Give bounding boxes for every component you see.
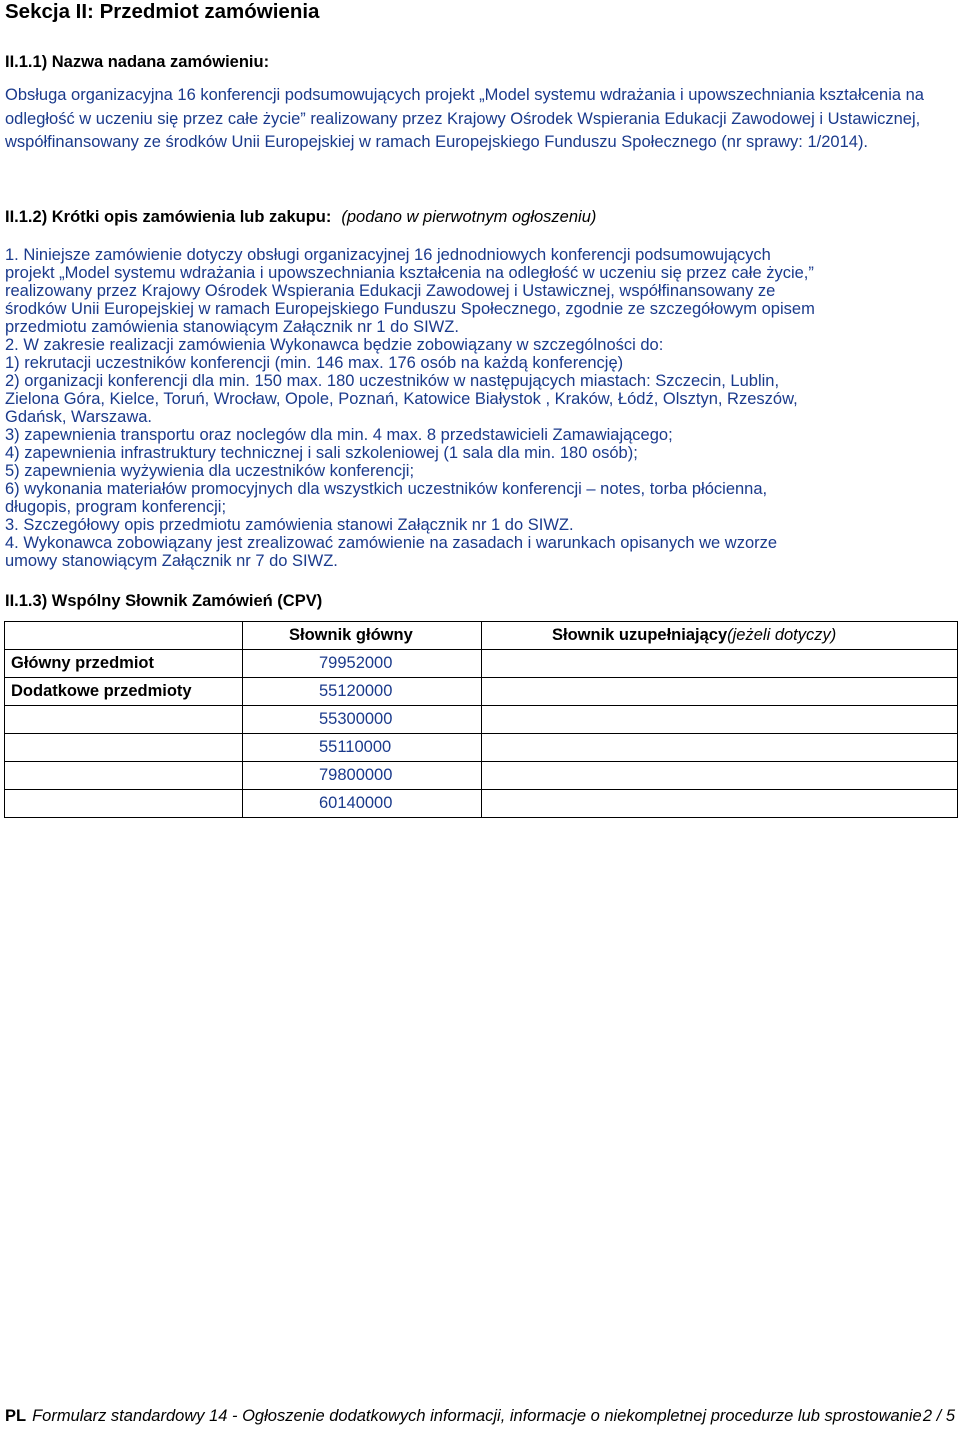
cpv-code: 79800000 xyxy=(243,762,482,790)
heading-ii-1-2-label: II.1.2) Krótki opis zamówienia lub zakupu: xyxy=(5,208,332,226)
cpv-header-main: Słownik główny xyxy=(243,622,482,650)
description-line: projekt „Model systemu wdrażania i upowszechniania kształcenia na odległość w uczeniu się przez całe życie,” xyxy=(5,264,814,282)
cpv-row-label: Dodatkowe przedmioty xyxy=(5,678,243,706)
cpv-supplementary-cell xyxy=(482,734,958,762)
table-row xyxy=(5,678,958,706)
cpv-supplementary-cell xyxy=(482,762,958,790)
cpv-supplementary-cell xyxy=(482,678,958,706)
cpv-header-empty xyxy=(5,622,243,650)
description-line: 4. Wykonawca zobowiązany jest zrealizować zamówienie na zasadach i warunkach opisanych we wzorze xyxy=(5,534,778,552)
cpv-supplementary-cell xyxy=(482,650,958,678)
heading-ii-1-3: II.1.3) Wspólny Słownik Zamówień (CPV) xyxy=(5,592,323,610)
order-name-text: Obsługa organizacyjna 16 konferencji podsumowujących projekt „Model systemu wdrażania i upowszechniania kształcenia na odległość w uczeniu się przez całe życie” realizowany przez Krajowy Ośrodek Wspierania Edukacji Zawodowej i Ustawicznej, współfinansowany ze środków Unii Europejskiej w ramach Europejskiego Funduszu Społecznego (nr sprawy: 1/2014). xyxy=(5,86,924,152)
cpv-row-label xyxy=(5,762,243,790)
cpv-header-row xyxy=(5,622,958,650)
description-line: Gdańsk, Warszawa. xyxy=(5,408,153,426)
cpv-header-supplementary xyxy=(482,622,958,650)
cpv-row-label xyxy=(5,790,243,818)
description-line: 6) wykonania materiałów promocyjnych dla wszystkich uczestników konferencji – notes, torba płócienna, xyxy=(5,480,768,498)
cpv-supplementary-cell xyxy=(482,706,958,734)
footer-page-number: 2 / 5 xyxy=(922,1407,955,1425)
heading-ii-1-2-note: (podano w pierwotnym ogłoszeniu) xyxy=(341,208,597,226)
description-line: przedmiotu zamówienia stanowiącym Załącznik nr 1 do SIWZ. xyxy=(5,318,459,336)
description-line: umowy stanowiącym Załącznik nr 7 do SIWZ. xyxy=(5,552,338,570)
description-line: realizowany przez Krajowy Ośrodek Wspierania Edukacji Zawodowej i Ustawicznej, współfinansowany ze xyxy=(5,282,776,300)
cpv-code: 60140000 xyxy=(243,790,482,818)
cpv-code: 55110000 xyxy=(243,734,482,762)
short-description xyxy=(5,246,955,570)
cpv-table xyxy=(4,621,958,818)
cpv-code: 55120000 xyxy=(243,678,482,706)
table-row xyxy=(5,650,958,678)
description-line: 1. Niniejsze zamówienie dotyczy obsługi organizacyjnej 16 jednodniowych konferencji podsumowujących xyxy=(5,246,771,264)
table-row xyxy=(5,706,958,734)
table-row xyxy=(5,762,958,790)
cpv-code: 79952000 xyxy=(243,650,482,678)
heading-ii-1-1: II.1.1) Nazwa nadana zamówieniu: xyxy=(5,53,270,71)
section-title: Sekcja II: Przedmiot zamówienia xyxy=(5,0,320,23)
cpv-header-supplementary-label: Słownik uzupełniający xyxy=(552,626,728,644)
description-line: 4) zapewnienia infrastruktury technicznej i sali szkoleniowej (1 sala dla min. 180 osób); xyxy=(5,444,638,462)
cpv-row-label: Główny przedmiot xyxy=(5,650,243,678)
description-line: 2) organizacji konferencji dla min. 150 max. 180 uczestników w następujących miastach: Szczecin, Lublin, xyxy=(5,372,780,390)
description-line: długopis, program konferencji; xyxy=(5,498,227,516)
description-line: 5) zapewnienia wyżywienia dla uczestników konferencji; xyxy=(5,462,415,480)
cpv-row-label xyxy=(5,706,243,734)
footer-form-title: Formularz standardowy 14 - Ogłoszenie dodatkowych informacji, informacje o niekompletnej procedurze lub sprostowanie xyxy=(32,1407,922,1425)
table-row xyxy=(5,734,958,762)
heading-ii-1-2 xyxy=(5,207,596,227)
table-row xyxy=(5,790,958,818)
description-line: 3. Szczegółowy opis przedmiotu zamówienia stanowi Załącznik nr 1 do SIWZ. xyxy=(5,516,574,534)
cpv-supplementary-cell xyxy=(482,790,958,818)
description-line: 1) rekrutacji uczestników konferencji (min. 146 max. 176 osób na każdą konferencję) xyxy=(5,354,624,372)
description-line: Zielona Góra, Kielce, Toruń, Wrocław, Opole, Poznań, Katowice Białystok , Kraków, Łódź, Olsztyn, Rzeszów, xyxy=(5,390,798,408)
cpv-row-label xyxy=(5,734,243,762)
description-line: 2. W zakresie realizacji zamówienia Wykonawca będzie zobowiązany w szczególności do: xyxy=(5,336,664,354)
description-line: środków Unii Europejskiej w ramach Europejskiego Funduszu Społecznego, zgodnie ze szczegółowym opisem xyxy=(5,300,815,318)
page-footer xyxy=(5,1406,955,1427)
description-line: 3) zapewnienia transportu oraz noclegów dla min. 4 max. 8 przedstawicieli Zamawiającego; xyxy=(5,426,673,444)
cpv-header-supplementary-note: (jeżeli dotyczy) xyxy=(727,626,837,644)
footer-language: PL xyxy=(5,1407,27,1425)
cpv-code: 55300000 xyxy=(243,706,482,734)
